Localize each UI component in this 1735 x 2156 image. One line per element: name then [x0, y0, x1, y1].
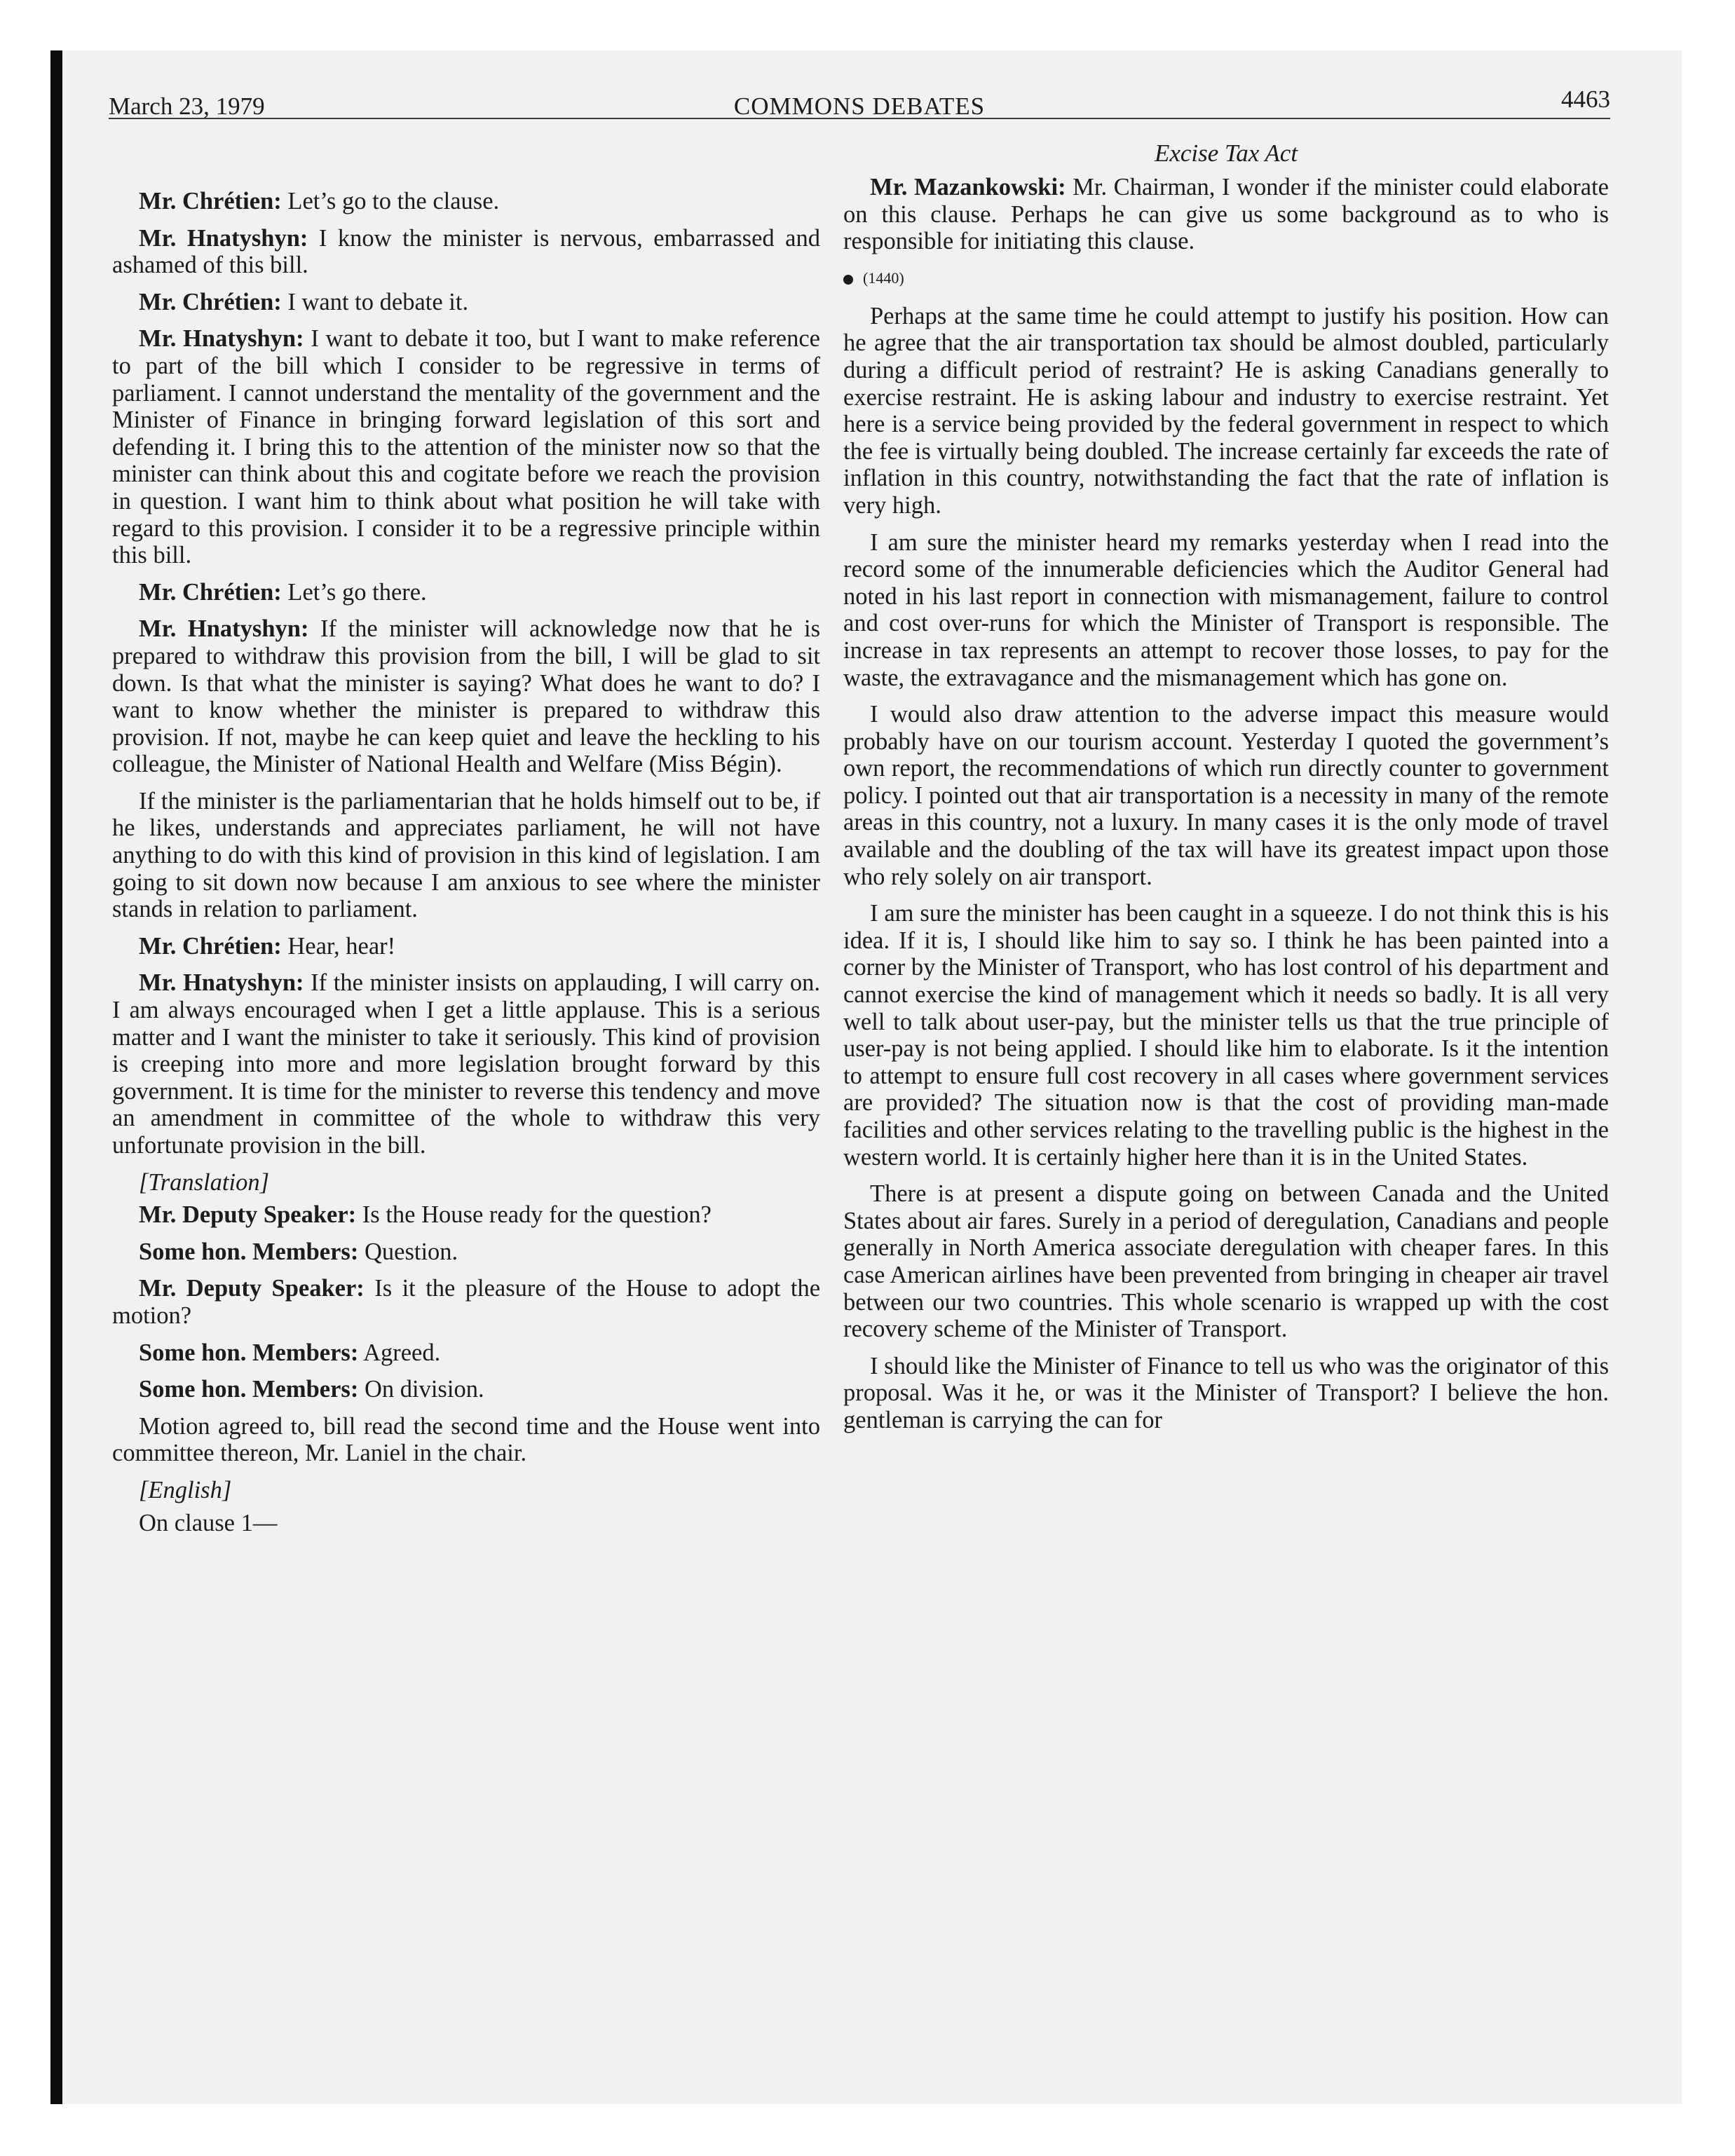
paragraph: [112, 579, 820, 606]
paragraph: [112, 325, 820, 568]
paragraph-text: I am sure the minister has been caught in a squeeze. I do not think this is his idea. If it is, I should like him to say so. I think he has been painted into a corner by the Minister of Transport, who has lost control of his department and cannot exercise the kind of management which it needs so badly. It is all very well to talk about user-pay, but the minister tells us that the true principle of user-pay is not being applied. I should like him to elaborate. Is it the intention to attempt to ensure full cost recovery in all cases where government services are provided? The situation now is that the cost of providing man-made facilities and other services relating to the travelling public is the highest in the western world. It is certainly higher here than it is in the United States.: [843, 900, 1609, 1171]
paragraph: [112, 1201, 820, 1229]
left-column: [112, 188, 820, 1546]
paragraph-text: I want to debate it.: [281, 288, 469, 315]
speaker-name: Mr. Chrétien:: [139, 578, 282, 606]
speaker-name: Mr. Chrétien:: [139, 188, 282, 214]
paragraph: [112, 1275, 820, 1329]
speaker-name: Mr. Mazankowski:: [870, 174, 1066, 200]
speaker-name: Mr. Deputy Speaker:: [139, 1201, 357, 1229]
running-head: Excise Tax Act: [1154, 139, 1298, 167]
paragraph: [112, 1376, 820, 1403]
english-marker: [English]: [139, 1476, 232, 1503]
paragraph: [112, 1413, 820, 1467]
paragraph-text: I want to debate it too, but I want to make reference to part of the bill which I consider to be regressive in terms of parliament. I cannot understand the mentality of the government and the Minister of Finance in bringing forward legislation of this sort and defending it. I bring this to the attention of the minister now so that the minister can think about this and cogitate before we reach the provision in question. I want him to think about what position he will take with regard to this provision. I consider it to be a regressive principle within this bill.: [112, 325, 820, 569]
scan-edge: [50, 50, 62, 2104]
time-marker: [843, 268, 1609, 289]
paragraph-text: I am sure the minister heard my remarks yesterday when I read into the record some of the innumerable deficiencies which the Auditor General had noted in his last report in connection with mismanagement, failure to control and cost over-runs for which the Minister of Transport is responsible. The increase in tax represents an attempt to recover those losses, to pay for the waste, the extravagance and the mismanagement which has gone on.: [843, 528, 1609, 691]
paragraph-text: Is it the pleasure of the House to adopt the motion?: [112, 1275, 821, 1329]
paragraph-text: Question.: [358, 1238, 458, 1265]
paragraph-text: Perhaps at the same time he could attempt to justify his position. How can he agree that the air transportation tax should be almost doubled, particularly during a difficult period of restraint? He is asking Canadians generally to exercise restraint. He is asking labour and industry to exercise restraint. Yet here is a service being provided by the federal government in respect to which the fee is virtually being doubled. The increase certainly far exceeds the rate of inflation in this country, notwithstanding the fact that the rate of inflation is very high.: [843, 302, 1609, 519]
speaker-name: Mr. Hnatyshyn:: [139, 224, 308, 252]
paragraph: [843, 529, 1609, 692]
time-marker-text: (1440): [863, 268, 904, 287]
paragraph: [112, 969, 820, 1159]
paragraph-text: I should like the Minister of Finance to tell us who was the originator of this proposal. Was it he, or was it the Minister of Transport? I believe the hon. gentleman is carrying the can for: [843, 1352, 1609, 1433]
paragraph: [843, 1180, 1609, 1343]
paragraph-text: Let’s go to the clause.: [281, 188, 500, 214]
paragraph-text: Is the House ready for the question?: [356, 1201, 712, 1229]
paragraph: [843, 701, 1609, 890]
speaker-name: Mr. Hnatyshyn:: [139, 969, 304, 997]
speaker-name: Some hon. Members:: [139, 1339, 359, 1366]
paragraph: [112, 615, 820, 778]
left-column-paragraphs-b: [112, 1201, 820, 1467]
right-column-paragraphs: [843, 174, 1609, 255]
bullet-icon: [843, 275, 853, 285]
page-number: 4463: [1561, 86, 1610, 113]
paragraph-text: If the minister will acknowledge now that he is prepared to withdraw this provision from the bill, I will be glad to sit down. Is that what the minister is saying? What does he want to do? I want to know whether the minister is prepared to withdraw this provision. If not, maybe he can keep quiet and leave the heckling to his colleague, the Minister of National Health and Welfare (Miss Bégin).: [112, 615, 820, 778]
paragraph: [112, 788, 820, 923]
right-column-paragraphs-b: [843, 303, 1609, 1434]
speaker-name: Mr. Chrétien:: [139, 288, 282, 315]
paragraph: [112, 933, 820, 960]
paragraph-text: If the minister is the parliamentarian that he holds himself out to be, if he likes, understands and appreciates parliament, he will not have anything to do with this kind of provision in this kind of legislation. I am going to sit down now because I am anxious to see where the minister stands in relation to parliament.: [112, 787, 820, 923]
speaker-name: Mr. Chrétien:: [139, 932, 282, 960]
paragraph-text: Mr. Chairman, I wonder if the minister could elaborate on this clause. Perhaps he can give us some background as to who is responsible for initiating this clause.: [843, 174, 1609, 255]
paragraph: [843, 900, 1609, 1171]
header-title: COMMONS DEBATES: [733, 93, 986, 120]
paragraph-text: If the minister insists on applauding, I will carry on. I am always encouraged when I get a little applause. This is a serious matter and I want the minister to take it seriously. This kind of provision is creeping into more and more legislation brought forward by this government. It is time for the minister to reverse this tendency and move an amendment in committee of the whole to withdraw this very unfortunate provision in the bill.: [112, 969, 820, 1159]
right-column: [843, 140, 1609, 1444]
clause-line: On clause 1—: [139, 1509, 278, 1536]
paragraph: [112, 1339, 820, 1367]
speaker-name: Some hon. Members:: [139, 1238, 359, 1265]
paragraph: [843, 303, 1609, 519]
paragraph: [843, 174, 1609, 255]
left-column-paragraphs: [112, 188, 820, 1159]
paragraph-text: On division.: [358, 1376, 484, 1403]
speaker-name: Some hon. Members:: [139, 1376, 359, 1403]
paragraph-text: Hear, hear!: [281, 932, 396, 960]
paragraph-text: Motion agreed to, bill read the second time and the House went into committee thereon, Mr. Laniel in the chair.: [112, 1412, 820, 1467]
paragraph: [112, 225, 820, 279]
paragraph-text: I would also draw attention to the adverse impact this measure would probably have on our tourism account. Yesterday I quoted the government’s own report, the recommendations of which run directly counter to government policy. I pointed out that air transportation is a necessity in many of the remote areas in this country, not a luxury. In many cases it is the only mode of travel available and the doubling of the tax will have its greatest impact upon those who rely solely on air transport.: [843, 701, 1609, 890]
speaker-name: Mr. Hnatyshyn:: [139, 325, 304, 353]
paragraph-text: Let’s go there.: [281, 578, 427, 606]
page-header: [109, 84, 1610, 119]
paragraph-text: Agreed.: [358, 1339, 441, 1366]
paragraph: [843, 1353, 1609, 1434]
paragraph: [112, 289, 820, 316]
speaker-name: Mr. Hnatyshyn:: [139, 615, 309, 643]
speaker-name: Mr. Deputy Speaker:: [139, 1275, 365, 1302]
paragraph-text: I know the minister is nervous, embarrassed and ashamed of this bill.: [112, 224, 820, 279]
paragraph: [112, 188, 820, 215]
paragraph-text: There is at present a dispute going on between Canada and the United States about air fares. Surely in a period of deregulation, Canadians and people generally in North America associate deregulation with cheaper fares. In this case American airlines have been prevented from bringing in cheaper air travel between our two countries. This whole scenario is wrapped up with the cost recovery scheme of the Minister of Transport.: [843, 1180, 1609, 1343]
header-date: March 23, 1979: [109, 93, 265, 120]
translation-marker: [Translation]: [139, 1168, 269, 1196]
paragraph: [112, 1239, 820, 1266]
